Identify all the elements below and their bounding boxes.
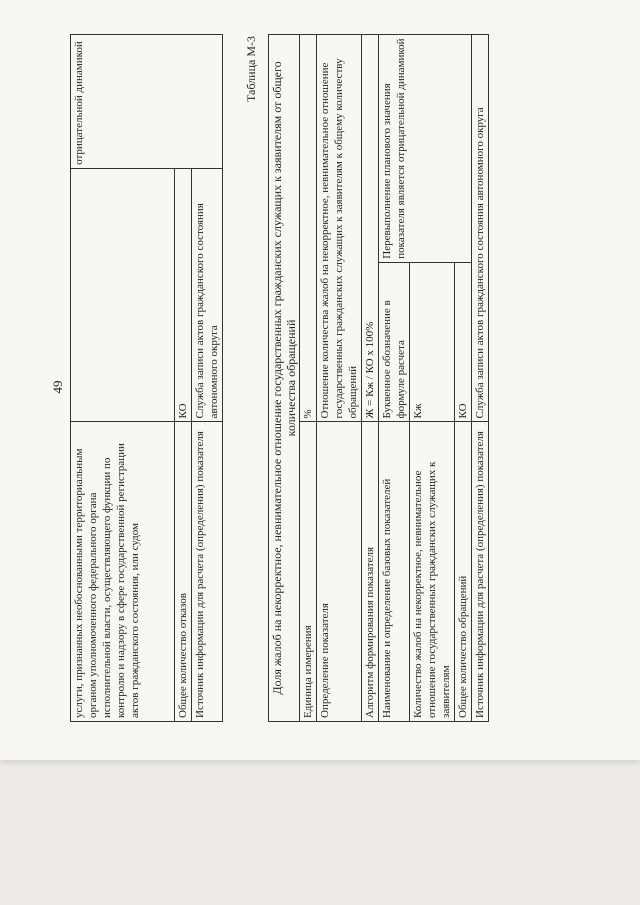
table-caption: Доля жалоб на некорректное, невнимательное отношение государственных гражданских служащих к заявителям от общего количества обращений (269, 35, 300, 722)
table-cell: Количество жалоб на некорректное, невнимательное отношение государственных гражданских служащих к заявителям (410, 422, 455, 722)
table-cell: Отношение количества жалоб на некорректное, невнимательное отношение государственных гражданских служащих к заявителям к общему количеству обращений (317, 35, 362, 422)
table-continuation (70, 34, 223, 722)
table-cell: Единица измерения (300, 422, 317, 722)
table-row (71, 35, 175, 722)
table-cell: услуги, признанных необоснованными территориальным органом уполномоченного федерального органа исполнительной власти, осуществляющего функции по контролю и надзору в сфере государственной регистрации актов гражданского состояния, или судом (71, 422, 175, 722)
rotated-page-content (42, 32, 552, 722)
table-cell: Общее количество отказов (175, 422, 192, 722)
table-cell: Кж (410, 262, 455, 422)
table-row (317, 35, 362, 722)
table-cell: Определение показателя (317, 422, 362, 722)
table-cell: Перевыполнение планового значения показателя является отрицательной динамикой (379, 35, 472, 263)
table-caption-row (269, 35, 300, 722)
table-cell: Алгоритм формирования показателя (362, 422, 379, 722)
page-number: 49 (50, 380, 65, 394)
table-cell: КО (175, 168, 192, 422)
indicator-table (268, 34, 489, 722)
table-row (300, 35, 317, 722)
table-cell: Служба записи актов гражданского состояния автономного округа (472, 35, 489, 422)
table-cell: Ж = Кж / КО x 100% (362, 35, 379, 422)
table-cell (71, 168, 175, 422)
table-cell: Буквенное обозначение в формуле расчета (379, 262, 410, 422)
table-cell: отрицательной динамикой (71, 35, 223, 169)
table-row (379, 35, 410, 722)
table-cell: Наименование и определение базовых показателей (379, 422, 410, 722)
table-cell: Служба записи актов гражданского состояния автономного округа (192, 168, 223, 422)
table-cell: Источник информации для расчета (определения) показателя (192, 422, 223, 722)
table-number-label: Таблица М-3 (244, 36, 258, 102)
table-cell: КО (455, 262, 472, 422)
table-row (472, 35, 489, 722)
table-cell: Общее количество обращений (455, 422, 472, 722)
table-row (362, 35, 379, 722)
table-cell: Источник информации для расчета (определения) показателя (472, 422, 489, 722)
table-cell: % (300, 35, 317, 422)
